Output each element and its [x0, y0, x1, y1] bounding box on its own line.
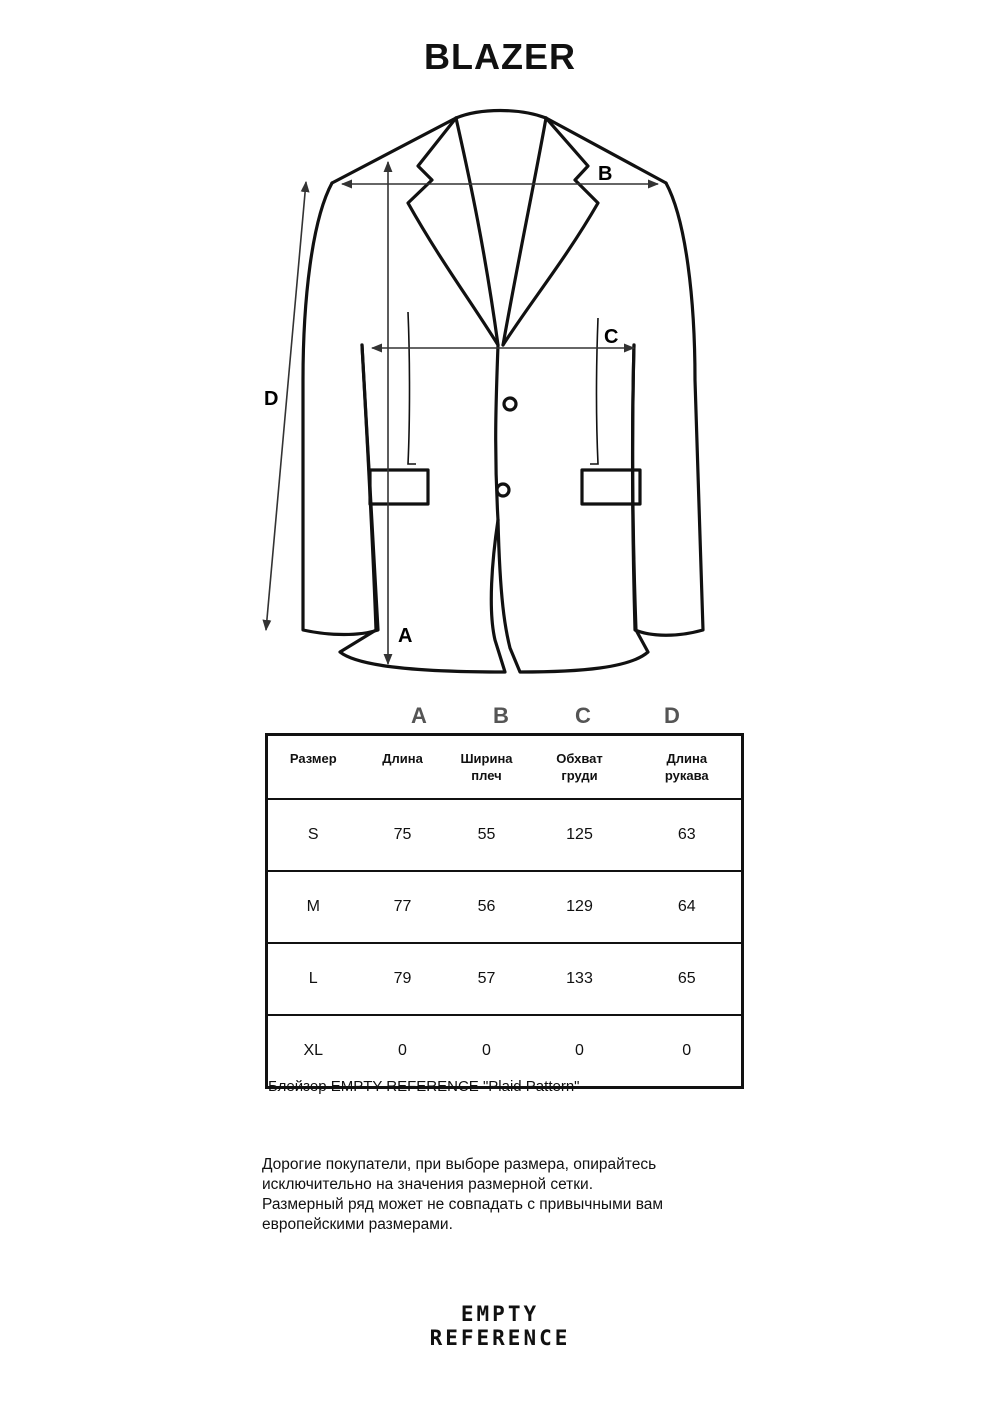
cell-sleeve: 0 [682, 1042, 692, 1059]
cell-size: S [267, 799, 359, 871]
cell-sleeve: 65 [633, 943, 743, 1015]
cell-shoulder: 55 [447, 799, 527, 871]
blazer-diagram [0, 0, 1000, 700]
blazer-outline [303, 111, 703, 673]
cell-length: 77 [359, 871, 447, 943]
column-letter-d: D [664, 703, 680, 728]
cell-size: XL [303, 1042, 324, 1059]
label-a: A [398, 625, 413, 647]
header-size: Размер [267, 735, 359, 800]
cell-length: 79 [359, 943, 447, 1015]
brand-logo [0, 1302, 1000, 1350]
cell-length: 75 [359, 799, 447, 871]
cell-sleeve: 63 [633, 799, 743, 871]
label-d: D [264, 388, 279, 410]
note-line: Дорогие покупатели, при выборе размера, опирайтесь [262, 1156, 657, 1173]
table-row [267, 871, 743, 943]
table-row [267, 943, 743, 1015]
table-header-row [267, 735, 743, 800]
note-line: европейскими размерами. [262, 1216, 453, 1233]
header-sleeve-length: Длина рукава [633, 735, 743, 800]
cell-shoulder: 57 [447, 943, 527, 1015]
cell-shoulder: 0 [482, 1042, 491, 1059]
cell-chest: 133 [527, 943, 633, 1015]
header-length: Длина [359, 735, 447, 800]
size-note [262, 1155, 732, 1235]
cell-chest: 125 [527, 799, 633, 871]
product-caption: Блейзер EMPTY REFERENCE "Plaid Pattern" [268, 1078, 580, 1095]
column-letter-b: B [493, 703, 509, 728]
table-row [267, 799, 743, 871]
size-table [265, 733, 744, 1089]
measure-arrows [266, 162, 658, 664]
page-title: BLAZER [424, 36, 576, 77]
cell-chest: 0 [575, 1042, 584, 1059]
cell-shoulder: 56 [447, 871, 527, 943]
column-letter-c: C [575, 703, 591, 728]
note-line: Размерный ряд может не совпадать с привычными вам [262, 1196, 664, 1213]
cell-size: L [267, 943, 359, 1015]
note-line: исключительно на значения размерной сетки. [262, 1176, 594, 1193]
cell-size: M [267, 871, 359, 943]
brand-line-2: REFERENCE [429, 1326, 571, 1350]
table-row [267, 1015, 743, 1088]
cell-length: 0 [398, 1042, 407, 1059]
brand-line-1: EMPTY [460, 1302, 540, 1326]
label-c: C [604, 326, 619, 348]
cell-sleeve: 64 [633, 871, 743, 943]
column-letter-a: A [411, 703, 427, 728]
seam-lines [408, 312, 598, 464]
label-b: B [598, 163, 613, 185]
header-shoulder-width: Ширина плеч [447, 735, 527, 800]
cell-chest: 129 [527, 871, 633, 943]
header-chest-girth: Обхват груди [527, 735, 633, 800]
